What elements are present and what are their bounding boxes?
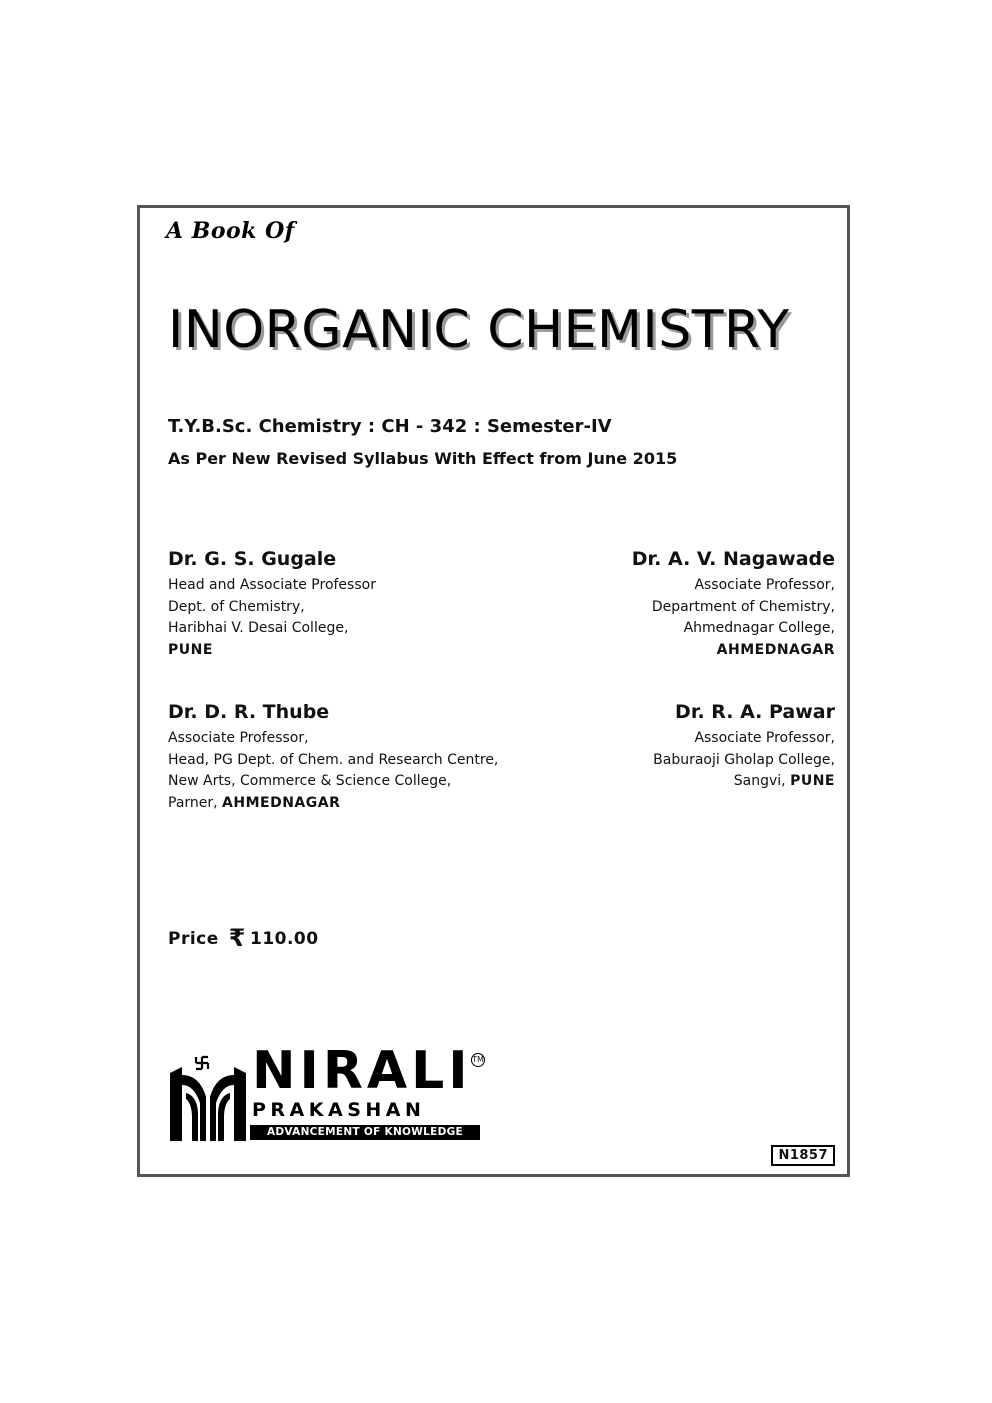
publisher-name: NIRALI (252, 1041, 472, 1101)
author-city-prefix: Parner, (168, 794, 223, 811)
author-city: PUNE (790, 773, 835, 789)
publisher-tagline: ADVANCEMENT OF KNOWLEDGE (250, 1125, 480, 1140)
author-gugale (168, 548, 508, 661)
author-location (168, 640, 508, 662)
author-dept: Dept. of Chemistry, (168, 598, 305, 615)
author-dept: Head, PG Dept. of Chem. and Research Centre, (168, 751, 499, 768)
author-thube (168, 701, 508, 814)
author-name: Dr. A. V. Nagawade (631, 548, 835, 570)
publisher-emblem-icon (168, 1053, 248, 1143)
author-college: Ahmednagar College, (683, 620, 835, 636)
author-title: Head and Associate Professor (168, 577, 376, 593)
book-title: INORGANIC CHEMISTRY (168, 300, 790, 360)
author-name: Dr. D. R. Thube (168, 701, 330, 723)
book-code: N1857 (771, 1145, 835, 1166)
author-title: Associate Professor, (694, 577, 835, 593)
author-college: New Arts, Commerce & Science College, (168, 773, 452, 789)
publisher-subname: PRAKASHAN (252, 1099, 426, 1121)
author-name: Dr. R. A. Pawar (675, 701, 835, 723)
author-city: AHMEDNAGAR (716, 641, 835, 658)
author-city: AHMEDNAGAR (222, 794, 341, 811)
author-city-prefix: Sangvi, (733, 773, 791, 789)
author-college: Baburaoji Gholap College, (653, 751, 835, 768)
price-amount: 110.00 (249, 929, 319, 949)
syllabus-line: As Per New Revised Syllabus With Effect from June 2015 (168, 449, 678, 468)
author-dept: Department of Chemistry, (651, 598, 835, 615)
book-cover (137, 205, 850, 1177)
author-location (495, 771, 835, 793)
author-nagawade (495, 548, 835, 661)
rupee-icon: ₹ (228, 924, 246, 952)
course-line: T.Y.B.Sc. Chemistry : CH - 342 : Semester-IV (168, 416, 612, 437)
trademark-icon: TM (471, 1053, 485, 1067)
author-college: Haribhai V. Desai College, (168, 620, 349, 636)
author-pawar (495, 701, 835, 793)
price-label: Price (168, 929, 219, 949)
author-location (168, 793, 508, 815)
author-title: Associate Professor, (168, 730, 309, 746)
author-city: PUNE (168, 641, 213, 658)
price (168, 924, 319, 952)
author-location (495, 640, 835, 662)
book-of-label: A Book Of (166, 218, 295, 244)
author-title: Associate Professor, (694, 730, 835, 746)
author-name: Dr. G. S. Gugale (168, 548, 337, 570)
publisher-logo (168, 1041, 488, 1143)
